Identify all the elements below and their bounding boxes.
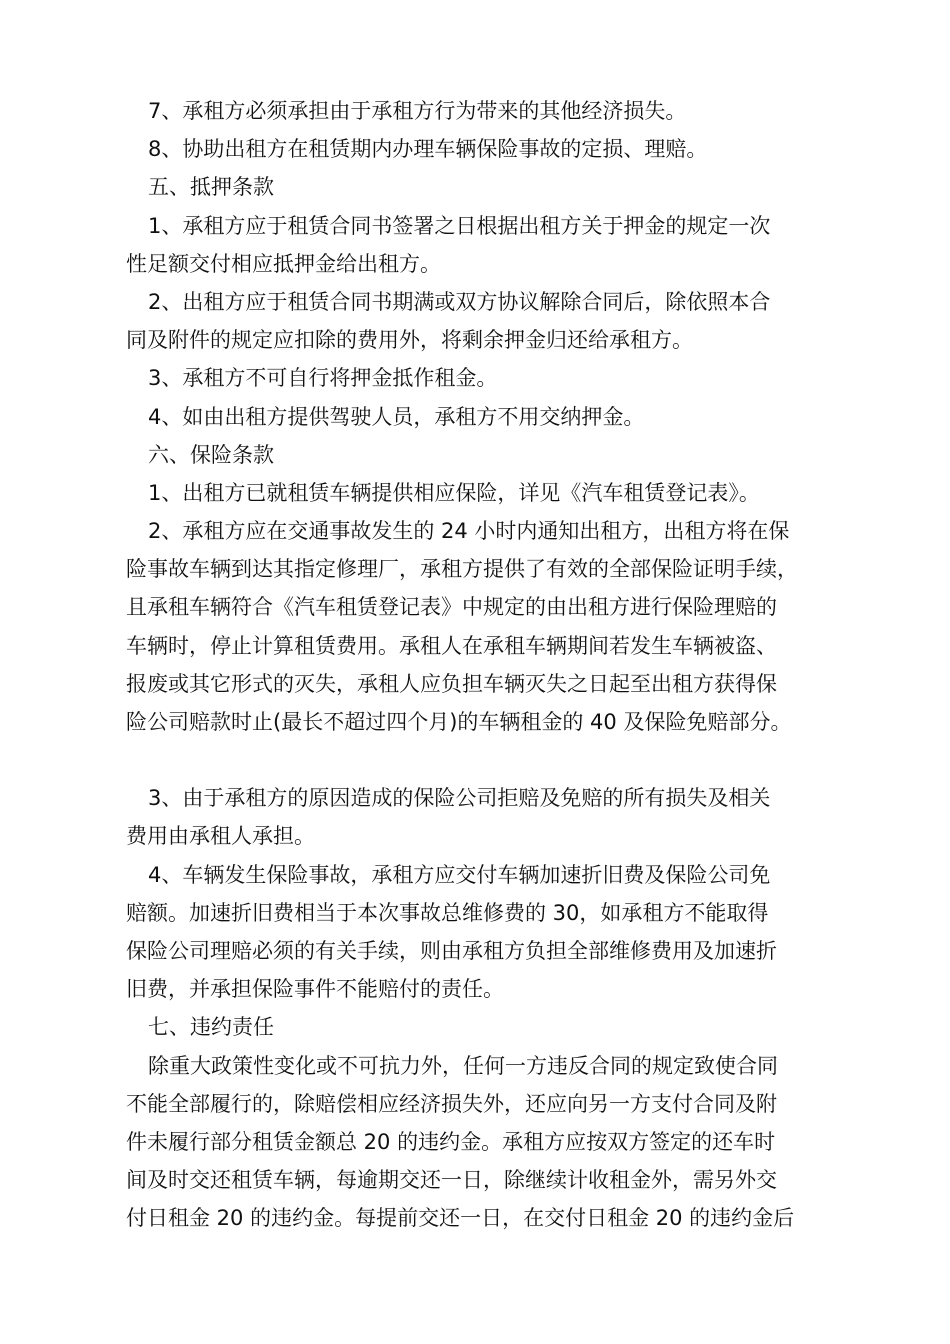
text-line: 4、如由出租方提供驾驶人员，承租方不用交纳押金。 [148, 404, 645, 429]
text-line: 3、承租方不可自行将押金抵作租金。 [148, 366, 498, 391]
paragraph [126, 398, 826, 436]
paragraph [126, 92, 826, 130]
text-line: 七、违约责任 [148, 1015, 274, 1040]
paragraph-spacer [126, 741, 826, 779]
paragraph [126, 359, 826, 397]
text-line: 保险公司理赔必须的有关手续，则由承租方负担全部维修费用及加速折 [126, 938, 777, 963]
paragraph [126, 1008, 826, 1046]
text-line: 赔额。加速折旧费相当于本次事故总维修费的 30，如承租方不能取得 [126, 900, 769, 925]
text-line: 五、抵押条款 [148, 175, 274, 200]
text-line: 间及时交还租赁车辆，每逾期交还一日，除继续计收租金外，需另外交 [126, 1168, 777, 1193]
paragraph [126, 207, 826, 283]
text-line: 车辆时，停止计算租赁费用。承租人在承租车辆期间若发生车辆被盗、 [126, 633, 777, 658]
document-page [126, 92, 826, 1237]
text-line: 除重大政策性变化或不可抗力外，任何一方违反合同的规定致使合同 [148, 1053, 778, 1078]
text-line: 4、车辆发生保险事故，承租方应交付车辆加速折旧费及保险公司免 [148, 862, 771, 887]
text-line: 旧费，并承担保险事件不能赔付的责任。 [126, 977, 504, 1002]
paragraph [126, 474, 826, 512]
text-line: 险事故车辆到达其指定修理厂，承租方提供了有效的全部保险证明手续， [126, 557, 798, 582]
paragraph [126, 1047, 826, 1238]
text-line: 六、保险条款 [148, 442, 274, 467]
paragraph [126, 512, 826, 741]
text-line: 3、由于承租方的原因造成的保险公司拒赔及免赔的所有损失及相关 [148, 786, 771, 811]
text-line: 付日租金 20 的违约金。每提前交还一日，在交付日租金 20 的违约金后 [126, 1206, 795, 1231]
paragraph [126, 436, 826, 474]
text-line: 7、承租方必须承担由于承租方行为带来的其他经济损失。 [148, 99, 687, 123]
text-line: 1、出租方已就租赁车辆提供相应保险，详见《汽车租赁登记表》。 [148, 480, 760, 505]
paragraph [126, 168, 826, 206]
paragraph [126, 856, 826, 1009]
text-line: 同及附件的规定应扣除的费用外，将剩余押金归还给承租方。 [126, 328, 693, 353]
text-line: 不能全部履行的，除赔偿相应经济损失外，还应向另一方支付合同及附 [126, 1091, 777, 1116]
text-line: 报废或其它形式的灭失，承租人应负担车辆灭失之日起至出租方获得保 [126, 671, 777, 696]
paragraph [126, 130, 826, 168]
paragraph [126, 283, 826, 359]
text-line: 险公司赔款时止(最长不超过四个月)的车辆租金的 40 及保险免赔部分。 [126, 710, 792, 734]
text-line: 2、承租方应在交通事故发生的 24 小时内通知出租方，出租方将在保 [148, 519, 790, 544]
text-line: 且承租车辆符合《汽车租赁登记表》中规定的由出租方进行保险理赔的 [126, 595, 777, 620]
text-line: 2、出租方应于租赁合同书期满或双方协议解除合同后，除依照本合 [148, 289, 771, 314]
text-line: 件未履行部分租赁金额总 20 的违约金。承租方应按双方签定的还车时 [126, 1129, 776, 1154]
paragraph [126, 779, 826, 855]
text-line: 性足额交付相应抵押金给出租方。 [126, 251, 441, 276]
text-line: 8、协助出租方在租赁期内办理车辆保险事故的定损、理赔。 [148, 137, 708, 162]
text-line: 费用由承租人承担。 [126, 824, 315, 849]
text-line: 1、承租方应于租赁合同书签署之日根据出租方关于押金的规定一次 [148, 213, 771, 238]
